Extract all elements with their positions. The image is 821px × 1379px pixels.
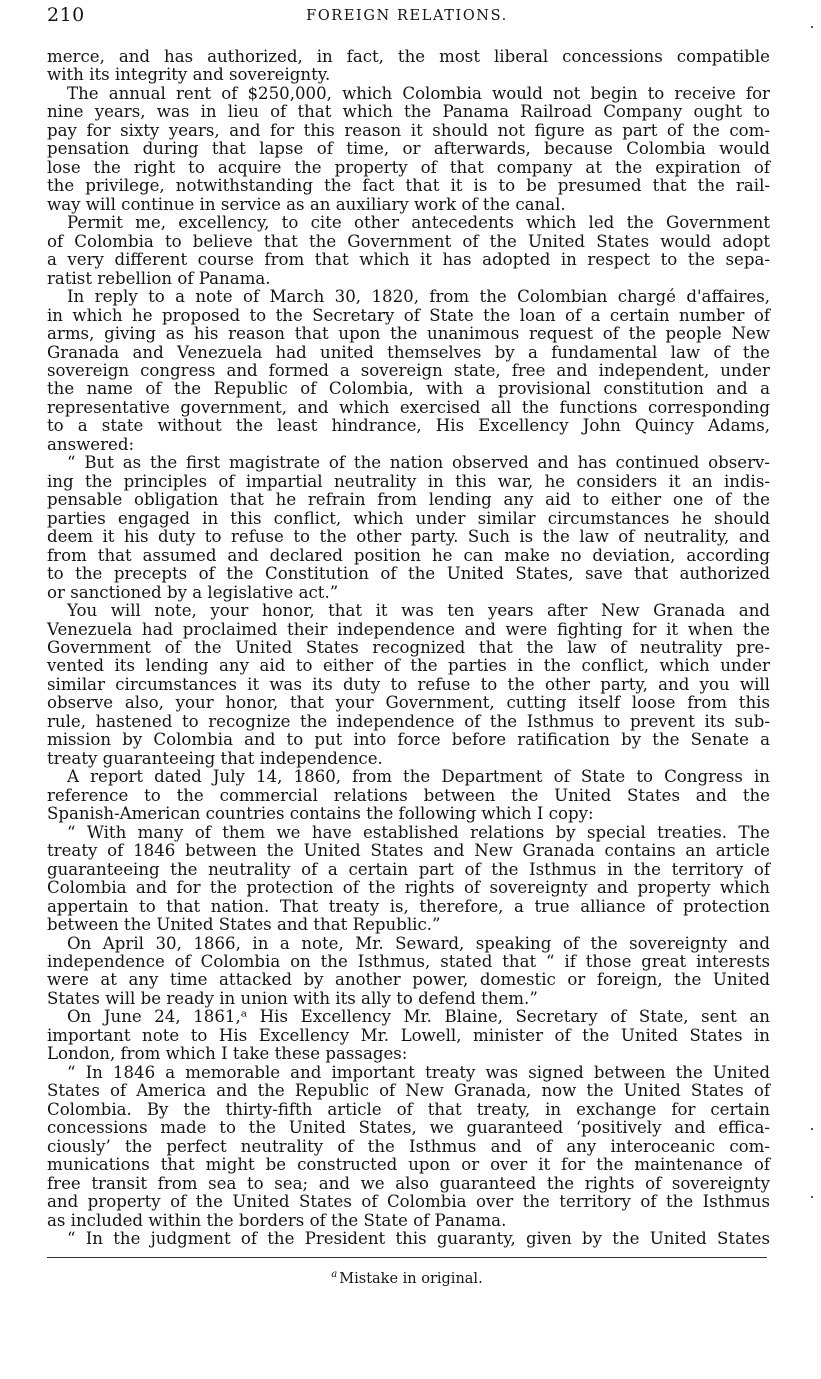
text-line: ratist rebellion of Panama.	[47, 268, 271, 288]
text-line: munications that might be constructed upon or over it for the maintenance of	[47, 1155, 770, 1175]
margin-mark	[811, 26, 813, 28]
text-line: Colombia. By the thirty-fifth article of that treaty, in exchange for certain	[47, 1099, 770, 1119]
text-line: or sanctioned by a legislative act.”	[47, 582, 339, 602]
text-line: answered:	[47, 434, 135, 454]
text-line: States of America and the Republic of New Granada, now the United States of	[47, 1081, 770, 1101]
text-line: a very different course from that which it has adopted in respect to the sepa-	[47, 250, 770, 270]
text-line: sovereign congress and formed a sovereign state, free and independent, under	[47, 360, 770, 380]
text-line: reference to the commercial relations between the United States and the	[47, 785, 770, 805]
text-line: pensation during that lapse of time, or afterwards, because Colombia would	[47, 139, 770, 159]
text-line: important note to His Excellency Mr. Lowell, minister of the United States in	[47, 1025, 770, 1045]
text-line: pensable obligation that he refrain from lending any aid to either one of the	[47, 490, 770, 510]
text-line: pay for sixty years, and for this reason it should not figure as part of the com-	[47, 120, 770, 140]
text-line: Spanish-American countries contains the following which I copy:	[47, 804, 594, 824]
text-line: You will note, your honor, that it was ten years after New Granada and	[67, 601, 770, 621]
text-line: Granada and Venezuela had united themselves by a fundamental law of the	[47, 342, 770, 362]
text-line: to the precepts of the Constitution of the United States, save that authorized	[47, 564, 770, 584]
margin-mark	[811, 1196, 813, 1198]
text-line: similar circumstances it was its duty to refuse to the other party, and you will	[47, 674, 770, 694]
text-line: The annual rent of $250,000, which Colombia would not begin to receive for	[67, 83, 770, 103]
text-line: concessions made to the United States, we guaranteed ‘positively and effica-	[47, 1118, 770, 1138]
text-line: nine years, was in lieu of that which the Panama Railroad Company ought to	[47, 102, 770, 122]
text-line: appertain to that nation. That treaty is, therefore, a true alliance of protection	[47, 896, 770, 916]
text-line: arms, giving as his reason that upon the unanimous request of the people New	[47, 324, 770, 344]
text-line: observe also, your honor, that your Government, cutting itself loose from this	[47, 693, 770, 713]
text-line: way will continue in service as an auxiliary work of the canal.	[47, 194, 566, 214]
text-line: On April 30, 1866, in a note, Mr. Seward, speaking of the sovereignty and	[67, 933, 770, 953]
text-line: free transit from sea to sea; and we also guaranteed the rights of sovereignty	[47, 1173, 770, 1193]
text-line: with its integrity and sovereignty.	[47, 65, 331, 85]
text-line: deem it his duty to refuse to the other party. Such is the law of neutrality, and	[47, 527, 770, 547]
text-line: “ In 1846 a memorable and important treaty was signed between the United	[67, 1062, 770, 1082]
text-line: Permit me, excellency, to cite other antecedents which led the Government	[67, 213, 770, 233]
text-line: between the United States and that Republic.”	[47, 915, 441, 935]
page-header	[47, 4, 767, 28]
text-line: guaranteeing the neutrality of a certain part of the Isthmus in the territory of	[47, 859, 770, 879]
text-line: States will be ready in union with its ally to defend them.”	[47, 988, 538, 1008]
body-text	[47, 48, 770, 1248]
text-line: Venezuela had proclaimed their independence and were fighting for it when the	[47, 619, 770, 639]
text-line: and property of the United States of Colombia over the territory of the Isthmus	[47, 1192, 770, 1212]
running-title: FOREIGN RELATIONS.	[306, 8, 508, 24]
text-line: Colombia and for the protection of the rights of sovereignty and property which	[47, 878, 770, 898]
text-line: parties engaged in this conflict, which under similar circumstances he should	[47, 508, 770, 528]
text-line: vented its lending any aid to either of the parties in the conflict, which under	[47, 656, 770, 676]
text-line: in which he proposed to the Secretary of State the loan of a certain number of	[47, 305, 770, 325]
text-line: “ But as the first magistrate of the nation observed and has continued observ-	[67, 453, 770, 473]
footnote-text: Mistake in original.	[339, 1270, 483, 1287]
text-line: Government of the United States recognized that the law of neutrality pre-	[47, 638, 770, 657]
footnote	[47, 1269, 767, 1287]
page-number: 210	[47, 4, 85, 26]
text-line: rule, hastened to recognize the independence of the Isthmus to prevent its sub-	[47, 711, 770, 731]
text-line: mission by Colombia and to put into force before ratification by the Senate a	[47, 730, 770, 750]
text-line: “ In the judgment of the President this guaranty, given by the United States	[67, 1229, 770, 1248]
footnote-marker: a	[331, 1269, 338, 1280]
text-line: ing the principles of impartial neutrality in this war, he considers it an indis-	[47, 471, 770, 491]
text-line: merce, and has authorized, in fact, the most liberal concessions compatible	[47, 47, 770, 66]
text-line: On June 24, 1861,ᵃ His Excellency Mr. Blaine, Secretary of State, sent an	[67, 1007, 770, 1027]
text-line: ciously’ the perfect neutrality of the Isthmus and of any interoceanic com-	[47, 1136, 770, 1156]
text-line: the name of the Republic of Colombia, with a provisional constitution and a	[47, 379, 770, 399]
text-line: were at any time attacked by another power, domestic or foreign, the United	[47, 970, 770, 990]
text-line: “ With many of them we have established relations by special treaties. The	[67, 822, 770, 842]
text-line: In reply to a note of March 30, 1820, from the Colombian chargé d'affaires,	[67, 287, 770, 307]
text-line: from that assumed and declared position he can make no deviation, according	[47, 545, 770, 565]
text-line: as included within the borders of the State of Panama.	[47, 1210, 507, 1230]
text-line: treaty of 1846 between the United States and New Granada contains an article	[47, 841, 770, 861]
footnote-divider	[47, 1257, 767, 1258]
text-line: of Colombia to believe that the Government of the United States would adopt	[47, 231, 770, 251]
text-line: A report dated July 14, 1860, from the Department of State to Congress in	[67, 767, 770, 787]
text-line: lose the right to acquire the property of that company at the expiration of	[47, 157, 770, 177]
text-line: the privilege, notwithstanding the fact that it is to be presumed that the rail-	[47, 176, 770, 196]
text-line: independence of Colombia on the Isthmus, stated that “ if those great interests	[47, 951, 770, 971]
text-line: treaty guaranteeing that independence.	[47, 748, 383, 768]
text-line: London, from which I take these passages:	[47, 1044, 408, 1064]
text-line: to a state without the least hindrance, His Excellency John Quincy Adams,	[47, 416, 770, 436]
text-line: representative government, and which exercised all the functions corresponding	[47, 397, 770, 417]
margin-mark	[811, 1128, 813, 1130]
